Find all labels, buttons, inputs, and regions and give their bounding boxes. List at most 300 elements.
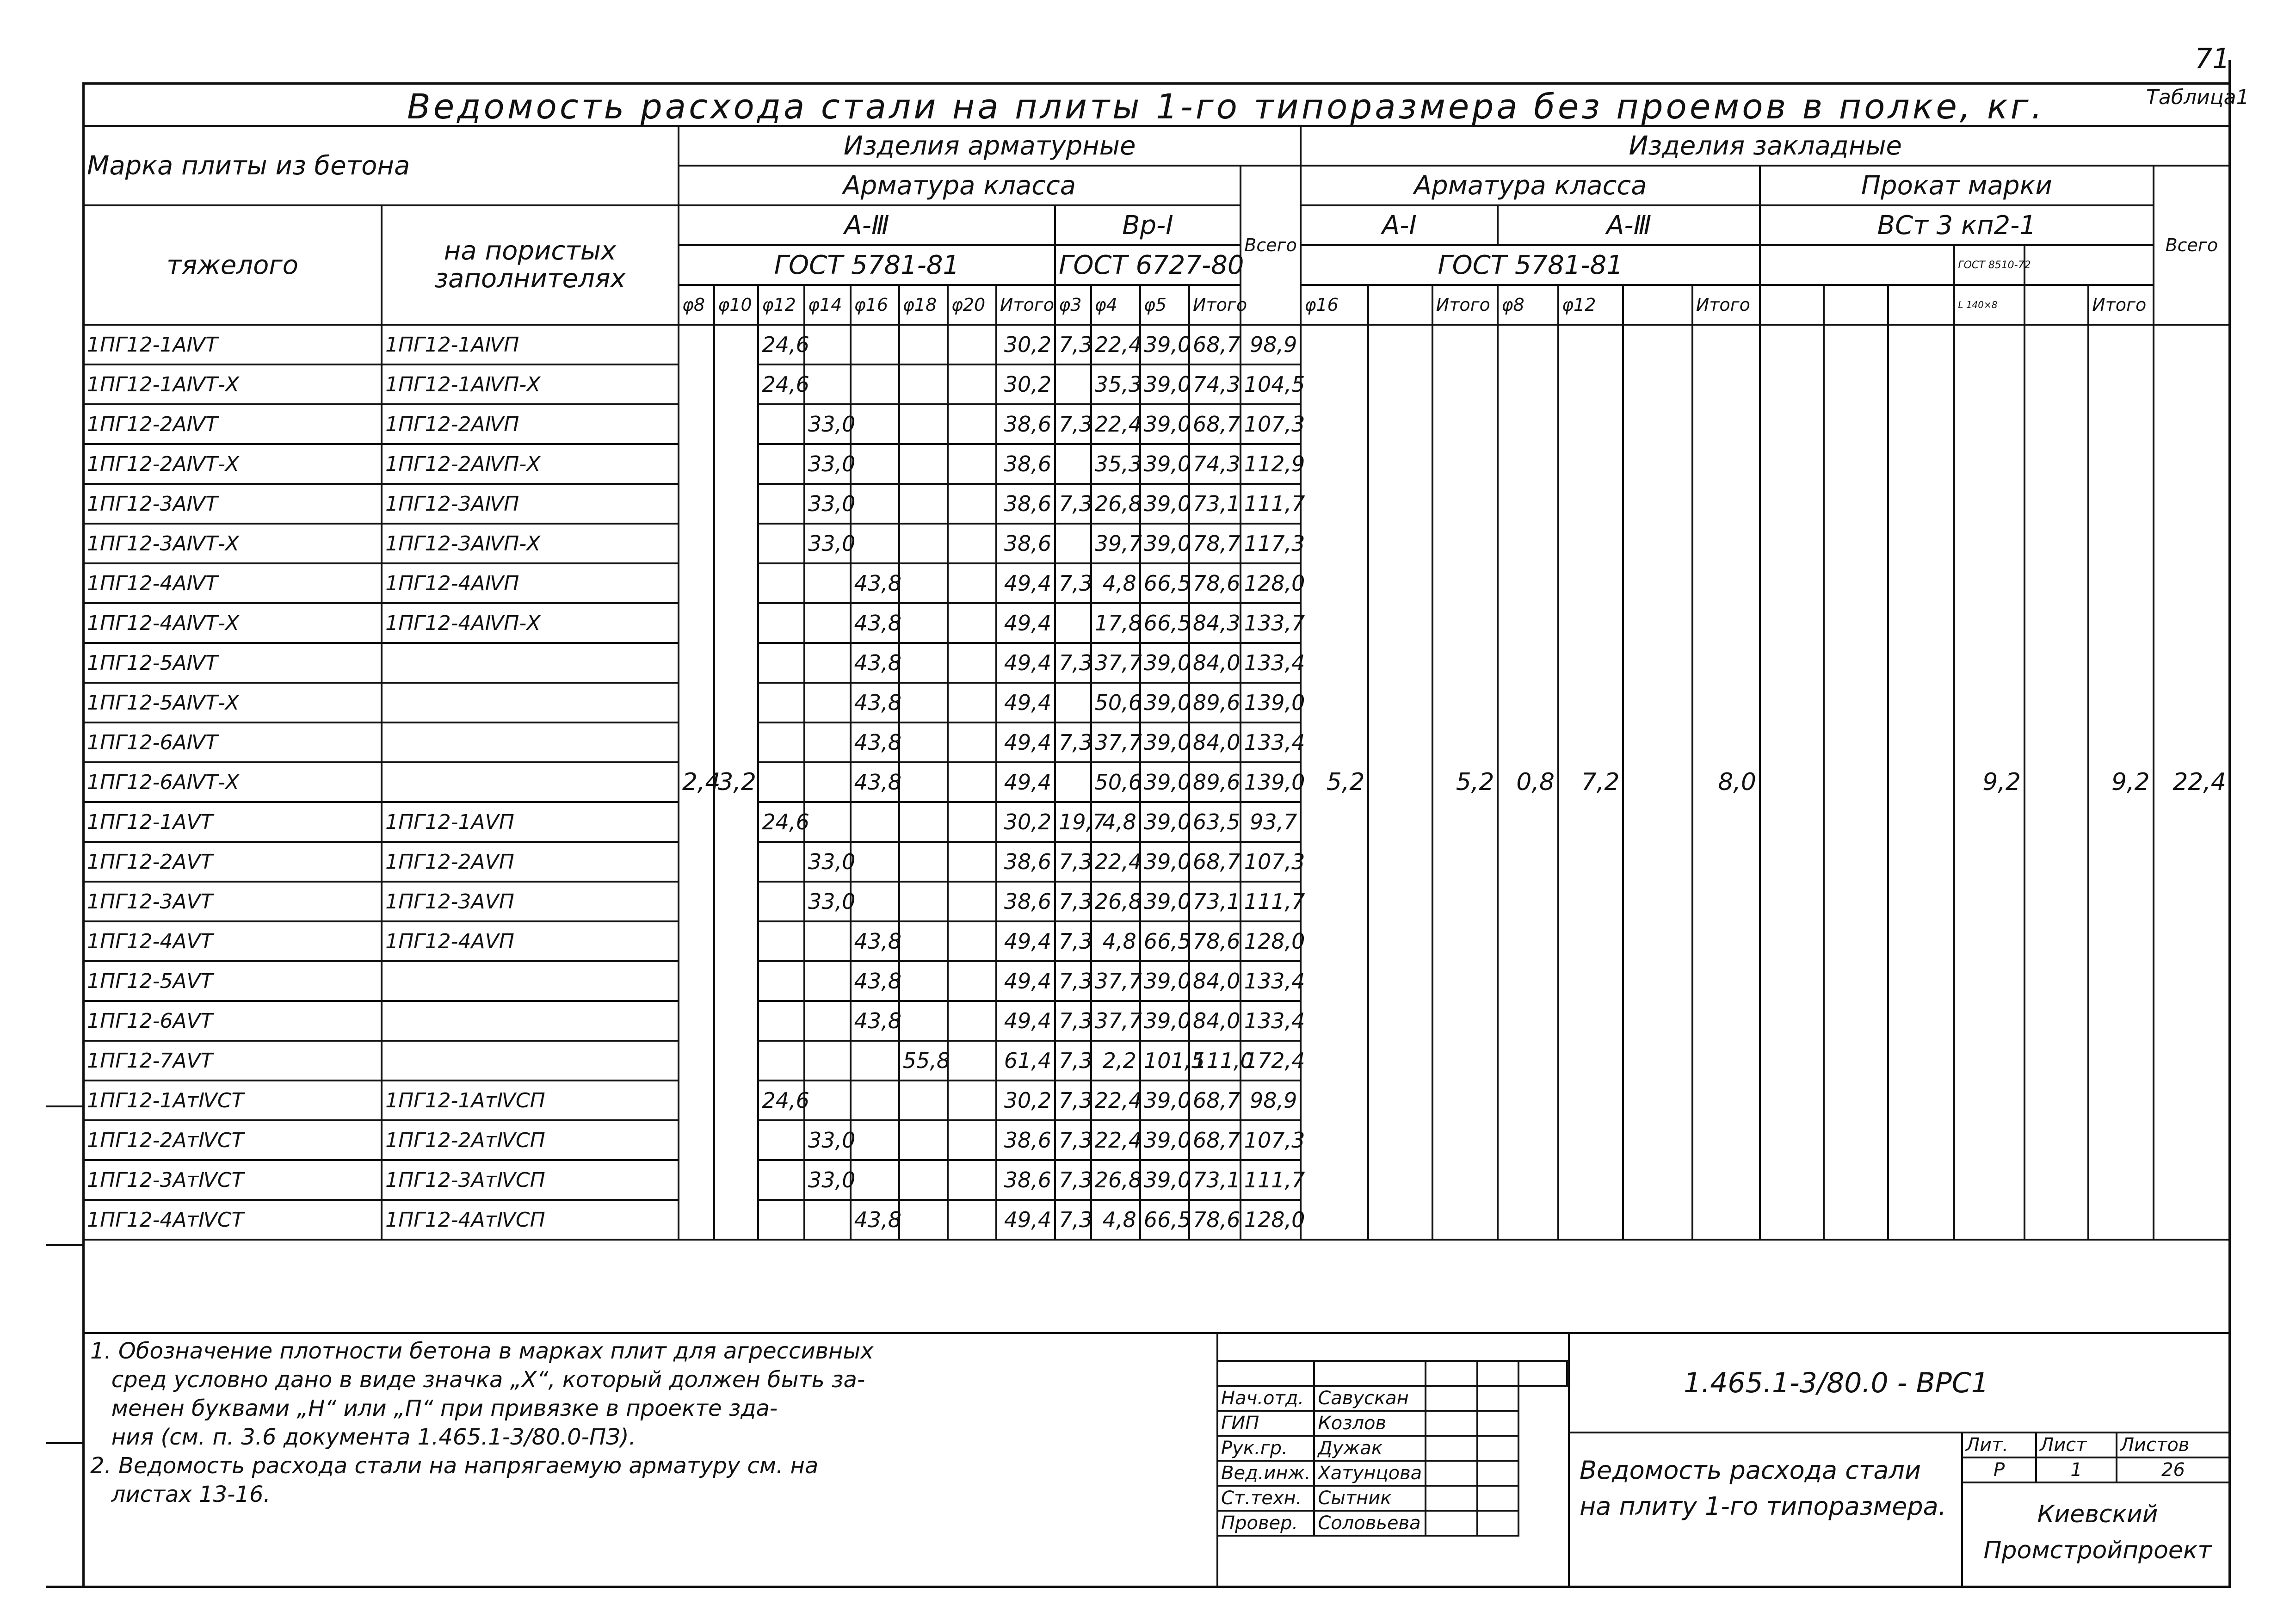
value-cell [899, 1160, 948, 1200]
value-cell: 133,7 [1241, 603, 1301, 643]
col-header: φ5 [1140, 285, 1189, 325]
embedded-empty [1623, 325, 1692, 1240]
sheet-header: Лист [2036, 1433, 2117, 1457]
value-cell: 24,6 [758, 1081, 804, 1120]
value-cell: 66,5 [1140, 603, 1189, 643]
value-cell: 89,6 [1189, 762, 1241, 802]
value-cell [899, 524, 948, 563]
value-cell: 128,0 [1241, 921, 1301, 961]
value-cell: 84,0 [1189, 1001, 1241, 1041]
value-cell: 33,0 [804, 404, 851, 444]
value-cell [758, 444, 804, 484]
col-header-embedded: L 140×8 [1954, 285, 2024, 325]
doc-code: 1.465.1-3/80.0 - ВРС1 [1684, 1367, 1989, 1399]
value-cell: 37,7 [1091, 643, 1140, 683]
value-cell [948, 722, 996, 762]
stamp-empty [1477, 1461, 1518, 1486]
value-cell: 7,3 [1055, 842, 1091, 882]
value-cell [758, 1160, 804, 1200]
value-cell: 49,4 [996, 1001, 1055, 1041]
value-cell: 7,3 [1055, 1200, 1091, 1240]
value-cell: 43,8 [851, 1001, 899, 1041]
value-cell: 133,4 [1241, 1001, 1301, 1041]
value-cell: 111,7 [1241, 1160, 1301, 1200]
value-cell [948, 444, 996, 484]
value-cell: 73,1 [1189, 882, 1241, 921]
stamp-empty [1477, 1361, 1518, 1386]
value-cell: 2,2 [1091, 1041, 1140, 1081]
stamp-person: Козлов [1314, 1411, 1426, 1436]
heavy-grade: 1ПГ12-3АⅣТ [83, 484, 382, 524]
value-cell: 78,7 [1189, 524, 1241, 563]
value-cell [851, 524, 899, 563]
value-cell: 33,0 [804, 1120, 851, 1160]
porous-grade: 1ПГ12-1АⅣП-Х [382, 364, 679, 404]
heavy-grade: 1ПГ12-2АⅣТ-Х [83, 444, 382, 484]
value-cell: 39,0 [1140, 404, 1189, 444]
value-cell [948, 325, 996, 364]
value-cell [804, 1081, 851, 1120]
value-cell [758, 722, 804, 762]
value-cell: 84,0 [1189, 722, 1241, 762]
col-header-embedded [1368, 285, 1432, 325]
porous-grade: 1ПГ12-2АⅣП [382, 404, 679, 444]
value-cell: 38,6 [996, 1160, 1055, 1200]
a1-header: А-I [1301, 205, 1498, 245]
sheet-value: 1 [2036, 1457, 2117, 1482]
value-cell [851, 882, 899, 921]
value-cell [899, 882, 948, 921]
col-header-embedded: φ8 [1498, 285, 1558, 325]
porous-grade: 1ПГ12-3АⅣП-Х [382, 524, 679, 563]
value-cell [758, 404, 804, 444]
signature [1426, 1411, 1477, 1436]
value-cell: 38,6 [996, 484, 1055, 524]
value-cell: 30,2 [996, 1081, 1055, 1120]
value-cell: 7,3 [1055, 1160, 1091, 1200]
value-cell [758, 842, 804, 882]
value-cell [899, 364, 948, 404]
signature [1426, 1486, 1477, 1511]
value-cell [851, 404, 899, 444]
value-cell: 30,2 [996, 802, 1055, 842]
value-cell [804, 722, 851, 762]
value-cell: 26,8 [1091, 1160, 1140, 1200]
value-cell: 43,8 [851, 683, 899, 722]
value-cell: 7,3 [1055, 1001, 1091, 1041]
heavy-grade: 1ПГ12-2АⅤТ [83, 842, 382, 882]
value-cell: 39,0 [1140, 762, 1189, 802]
value-cell [758, 882, 804, 921]
value-cell [899, 842, 948, 882]
porous-grade: 1ПГ12-2АⅤП [382, 842, 679, 882]
value-cell [948, 404, 996, 444]
value-cell: 133,4 [1241, 722, 1301, 762]
value-cell [804, 603, 851, 643]
stamp-person: Сытник [1314, 1486, 1426, 1511]
value-cell: 43,8 [851, 921, 899, 961]
value-cell: 93,7 [1241, 802, 1301, 842]
stamp-person: Хатунцова [1314, 1461, 1426, 1486]
value-cell: 63,5 [1189, 802, 1241, 842]
embedded-empty [1888, 325, 1955, 1240]
bp1-header: Вр-I [1055, 205, 1241, 245]
value-cell [899, 1081, 948, 1120]
value-cell: 66,5 [1140, 921, 1189, 961]
steel-table [82, 125, 2231, 1241]
value-cell [758, 1001, 804, 1041]
value-cell: 37,7 [1091, 961, 1140, 1001]
value-cell: 39,0 [1140, 1081, 1189, 1120]
value-cell [758, 683, 804, 722]
tick-mark [46, 1442, 83, 1444]
value-cell: 38,6 [996, 1120, 1055, 1160]
stage-header: Лит. [1962, 1433, 2036, 1457]
value-cell: 68,7 [1189, 325, 1241, 364]
value-cell: 78,6 [1189, 921, 1241, 961]
col-header-embedded: Итого [1692, 285, 1760, 325]
heavy-grade: 1ПГ12-3АⅤТ [83, 882, 382, 921]
total-header: Всего [1241, 166, 1301, 325]
reinf-class2-header: Арматура класса [1301, 166, 1759, 205]
value-cell: 22,4 [1091, 842, 1140, 882]
value-cell [899, 643, 948, 683]
value-cell [899, 961, 948, 1001]
value-cell: 4,8 [1091, 1200, 1140, 1240]
gost3-header: ГОСТ 5781-81 [1301, 245, 1759, 285]
value-cell [851, 842, 899, 882]
stamp-role: Нач.отд. [1217, 1386, 1314, 1411]
value-cell [948, 842, 996, 882]
value-cell: 39,0 [1140, 842, 1189, 882]
value-cell [851, 484, 899, 524]
phi8-common: 2,4 [679, 325, 714, 1240]
col-header-embedded [1623, 285, 1692, 325]
col-header: φ18 [899, 285, 948, 325]
heavy-grade: 1ПГ12-3АⅣТ-Х [83, 524, 382, 563]
value-cell [758, 643, 804, 683]
embedded-items-header: Изделия закладные [1301, 126, 2230, 166]
value-cell: 49,4 [996, 603, 1055, 643]
porous-header: на пористых заполнителях [382, 205, 679, 325]
value-cell [804, 563, 851, 603]
value-cell: 7,3 [1055, 404, 1091, 444]
value-cell: 39,0 [1140, 444, 1189, 484]
porous-grade [382, 762, 679, 802]
stamp-person: Соловьева [1314, 1511, 1426, 1536]
porous-grade: 1ПГ12-2АⅣП-Х [382, 444, 679, 484]
value-cell: 26,8 [1091, 484, 1140, 524]
sheets-value: 26 [2117, 1457, 2230, 1482]
col-header: φ14 [804, 285, 851, 325]
col-header-embedded [2024, 285, 2088, 325]
organization: Киевский Промстройпроект [1983, 1501, 2212, 1564]
value-cell: 43,8 [851, 603, 899, 643]
embedded-e8: 0,8 [1498, 325, 1558, 1240]
col-header-embedded [1760, 285, 1824, 325]
heavy-grade: 1ПГ12-4АтⅣСТ [83, 1200, 382, 1240]
value-cell: 50,6 [1091, 762, 1140, 802]
value-cell: 7,3 [1055, 1120, 1091, 1160]
value-cell: 7,3 [1055, 722, 1091, 762]
value-cell: 49,4 [996, 961, 1055, 1001]
value-cell [804, 364, 851, 404]
heavy-grade: 1ПГ12-5АⅤТ [83, 961, 382, 1001]
grade-header: Марка плиты из бетона [83, 126, 679, 205]
value-cell: 39,0 [1140, 524, 1189, 563]
table-label: Таблица1 [2146, 86, 2249, 109]
value-cell: 128,0 [1241, 1200, 1301, 1240]
value-cell: 4,8 [1091, 921, 1140, 961]
value-cell: 84,3 [1189, 603, 1241, 643]
col-header-embedded: Итого [1432, 285, 1498, 325]
value-cell: 73,1 [1189, 1160, 1241, 1200]
value-cell: 68,7 [1189, 842, 1241, 882]
value-cell [899, 444, 948, 484]
heavy-grade: 1ПГ12-4АⅤТ [83, 921, 382, 961]
sheets-header: Листов [2117, 1433, 2230, 1457]
value-cell: 7,3 [1055, 325, 1091, 364]
stamp-empty [1217, 1361, 1314, 1386]
value-cell: 39,0 [1140, 364, 1189, 404]
embedded-e16: 5,2 [1301, 325, 1368, 1240]
value-cell: 24,6 [758, 325, 804, 364]
value-cell: 107,3 [1241, 404, 1301, 444]
value-cell [899, 1001, 948, 1041]
stamp-empty [1477, 1386, 1518, 1411]
value-cell [758, 1200, 804, 1240]
value-cell [851, 802, 899, 842]
value-cell [948, 1081, 996, 1120]
value-cell [851, 1041, 899, 1081]
value-cell [948, 563, 996, 603]
stamp-vline-1 [1568, 1332, 1570, 1586]
value-cell [1055, 364, 1091, 404]
page-number: 71 [2195, 43, 2230, 75]
value-cell: 19,7 [1055, 802, 1091, 842]
value-cell [948, 683, 996, 722]
value-cell: 37,7 [1091, 722, 1140, 762]
value-cell: 39,7 [1091, 524, 1140, 563]
porous-grade [382, 683, 679, 722]
value-cell [804, 1200, 851, 1240]
value-cell [851, 1160, 899, 1200]
value-cell: 30,2 [996, 325, 1055, 364]
heavy-grade: 1ПГ12-1АтⅣСТ [83, 1081, 382, 1120]
value-cell [899, 404, 948, 444]
value-cell: 43,8 [851, 722, 899, 762]
heavy-grade: 1ПГ12-1АⅤТ [83, 802, 382, 842]
value-cell: 74,3 [1189, 444, 1241, 484]
value-cell: 111,0 [1189, 1041, 1241, 1081]
reinf-items-header: Изделия арматурные [679, 126, 1301, 166]
value-cell: 26,8 [1091, 882, 1140, 921]
stage-value: Р [1962, 1457, 2036, 1482]
value-cell: 139,0 [1241, 762, 1301, 802]
value-cell: 43,8 [851, 961, 899, 1001]
value-cell: 43,8 [851, 643, 899, 683]
heavy-grade: 1ПГ12-5АⅣТ [83, 643, 382, 683]
value-cell: 43,8 [851, 1200, 899, 1240]
col-header-embedded: φ16 [1301, 285, 1368, 325]
value-cell: 78,6 [1189, 1200, 1241, 1240]
value-cell [948, 921, 996, 961]
embedded-e12: 7,2 [1558, 325, 1623, 1240]
value-cell [948, 643, 996, 683]
col-header: φ16 [851, 285, 899, 325]
stamp-role: Вед.инж. [1217, 1461, 1314, 1486]
notes: 1. Обозначение плотности бетона в марках плит для агрессивных сред условно дано в виде значка „Х“, который должен быть за- менен буквами „Н“ или „П“ при привязке в проекте зда- ния (см. п. 3.6 документа 1.465.1-3/80.0-ПЗ). 2. Ведомость расхода стали на напрягаемую арматуру см. на листах 13-16. [90, 1338, 874, 1507]
value-cell [804, 921, 851, 961]
value-cell: 111,7 [1241, 484, 1301, 524]
value-cell: 55,8 [899, 1041, 948, 1081]
value-cell: 61,4 [996, 1041, 1055, 1081]
value-cell [804, 961, 851, 1001]
value-cell [899, 683, 948, 722]
value-cell [899, 603, 948, 643]
stamp-empty [1314, 1361, 1426, 1386]
value-cell: 7,3 [1055, 1081, 1091, 1120]
stamp-empty [1426, 1361, 1477, 1386]
value-cell [758, 921, 804, 961]
frame-top [82, 82, 2231, 85]
col-header: φ3 [1055, 285, 1091, 325]
col-header-embedded: Итого [2088, 285, 2154, 325]
porous-grade [382, 1001, 679, 1041]
stamp-sheet-table [1961, 1432, 2231, 1483]
table-row [83, 325, 2230, 364]
value-cell [899, 921, 948, 961]
embedded-empty [1368, 325, 1432, 1240]
gost4-header: ГОСТ 8510-72 [1954, 245, 2024, 285]
value-cell [899, 1120, 948, 1160]
value-cell: 30,2 [996, 364, 1055, 404]
embedded-ang: 9,2 [1954, 325, 2024, 1240]
value-cell [1055, 444, 1091, 484]
signature [1426, 1511, 1477, 1536]
heavy-grade: 1ПГ12-6АⅣТ-Х [83, 762, 382, 802]
value-cell [899, 762, 948, 802]
value-cell: 74,3 [1189, 364, 1241, 404]
stamp-empty [1477, 1511, 1518, 1536]
value-cell: 49,4 [996, 762, 1055, 802]
value-cell [899, 563, 948, 603]
value-cell: 104,5 [1241, 364, 1301, 404]
value-cell [758, 524, 804, 563]
value-cell [899, 1200, 948, 1240]
embedded-empty [1824, 325, 1888, 1240]
col-header-embedded: φ12 [1558, 285, 1623, 325]
value-cell [758, 1041, 804, 1081]
value-cell: 39,0 [1140, 683, 1189, 722]
col-header: φ20 [948, 285, 996, 325]
value-cell: 68,7 [1189, 404, 1241, 444]
col-header: Итого [1189, 285, 1241, 325]
value-cell: 7,3 [1055, 882, 1091, 921]
value-cell [851, 1120, 899, 1160]
a3-header: А-Ⅲ [679, 205, 1055, 245]
value-cell: 117,3 [1241, 524, 1301, 563]
value-cell: 22,4 [1091, 1120, 1140, 1160]
value-cell [948, 1200, 996, 1240]
heavy-grade: 1ПГ12-6АⅣТ [83, 722, 382, 762]
a3b-header: А-Ⅲ [1498, 205, 1760, 245]
value-cell: 7,3 [1055, 921, 1091, 961]
value-cell [948, 1160, 996, 1200]
col-header: φ12 [758, 285, 804, 325]
porous-grade: 1ПГ12-3АⅤП [382, 882, 679, 921]
value-cell [758, 1120, 804, 1160]
value-cell: 38,6 [996, 882, 1055, 921]
value-cell: 17,8 [1091, 603, 1140, 643]
value-cell: 7,3 [1055, 484, 1091, 524]
porous-grade: 1ПГ12-4АⅣП-Х [382, 603, 679, 643]
value-cell [851, 364, 899, 404]
gost2-header: ГОСТ 6727-80 [1055, 245, 1241, 285]
value-cell: 39,0 [1140, 643, 1189, 683]
stamp-role: Рук.гр. [1217, 1436, 1314, 1461]
tick-mark [46, 1244, 83, 1246]
value-cell: 39,0 [1140, 961, 1189, 1001]
value-cell: 39,0 [1140, 882, 1189, 921]
value-cell [804, 325, 851, 364]
gost1-header: ГОСТ 5781-81 [679, 245, 1055, 285]
stamp-person: Дужак [1314, 1436, 1426, 1461]
stamp-empty [1518, 1361, 1567, 1386]
porous-grade: 1ПГ12-4АⅣП [382, 563, 679, 603]
value-cell: 33,0 [804, 1160, 851, 1200]
value-cell: 66,5 [1140, 1200, 1189, 1240]
value-cell: 7,3 [1055, 961, 1091, 1001]
embedded-atot: 9,2 [2088, 325, 2154, 1240]
value-cell: 33,0 [804, 484, 851, 524]
value-cell: 68,7 [1189, 1120, 1241, 1160]
value-cell [804, 802, 851, 842]
col-header: φ8 [679, 285, 714, 325]
porous-grade: 1ПГ12-1АⅤП [382, 802, 679, 842]
value-cell: 172,4 [1241, 1041, 1301, 1081]
value-cell [1055, 603, 1091, 643]
value-cell: 39,0 [1140, 484, 1189, 524]
value-cell: 133,4 [1241, 961, 1301, 1001]
stamp-role: Провер. [1217, 1511, 1314, 1536]
value-cell: 78,6 [1189, 563, 1241, 603]
value-cell [804, 1001, 851, 1041]
value-cell [948, 961, 996, 1001]
value-cell: 50,6 [1091, 683, 1140, 722]
heavy-grade: 1ПГ12-1АⅣТ [83, 325, 382, 364]
value-cell [1055, 762, 1091, 802]
porous-grade [382, 1041, 679, 1081]
value-cell [758, 603, 804, 643]
value-cell: 139,0 [1241, 683, 1301, 722]
col-header-embedded [1824, 285, 1888, 325]
embedded-empty [2024, 325, 2088, 1240]
porous-grade: 1ПГ12-4АⅤП [382, 921, 679, 961]
stamp-empty [1477, 1486, 1518, 1511]
value-cell: 49,4 [996, 921, 1055, 961]
value-cell: 49,4 [996, 643, 1055, 683]
value-cell: 84,0 [1189, 961, 1241, 1001]
value-cell: 107,3 [1241, 1120, 1301, 1160]
value-cell: 39,0 [1140, 1001, 1189, 1041]
reinf-class-header: Арматура класса [679, 166, 1241, 205]
value-cell [948, 1001, 996, 1041]
value-cell: 39,0 [1140, 1120, 1189, 1160]
total2-header: Всего [2154, 166, 2230, 325]
value-cell: 111,7 [1241, 882, 1301, 921]
value-cell: 98,9 [1241, 325, 1301, 364]
